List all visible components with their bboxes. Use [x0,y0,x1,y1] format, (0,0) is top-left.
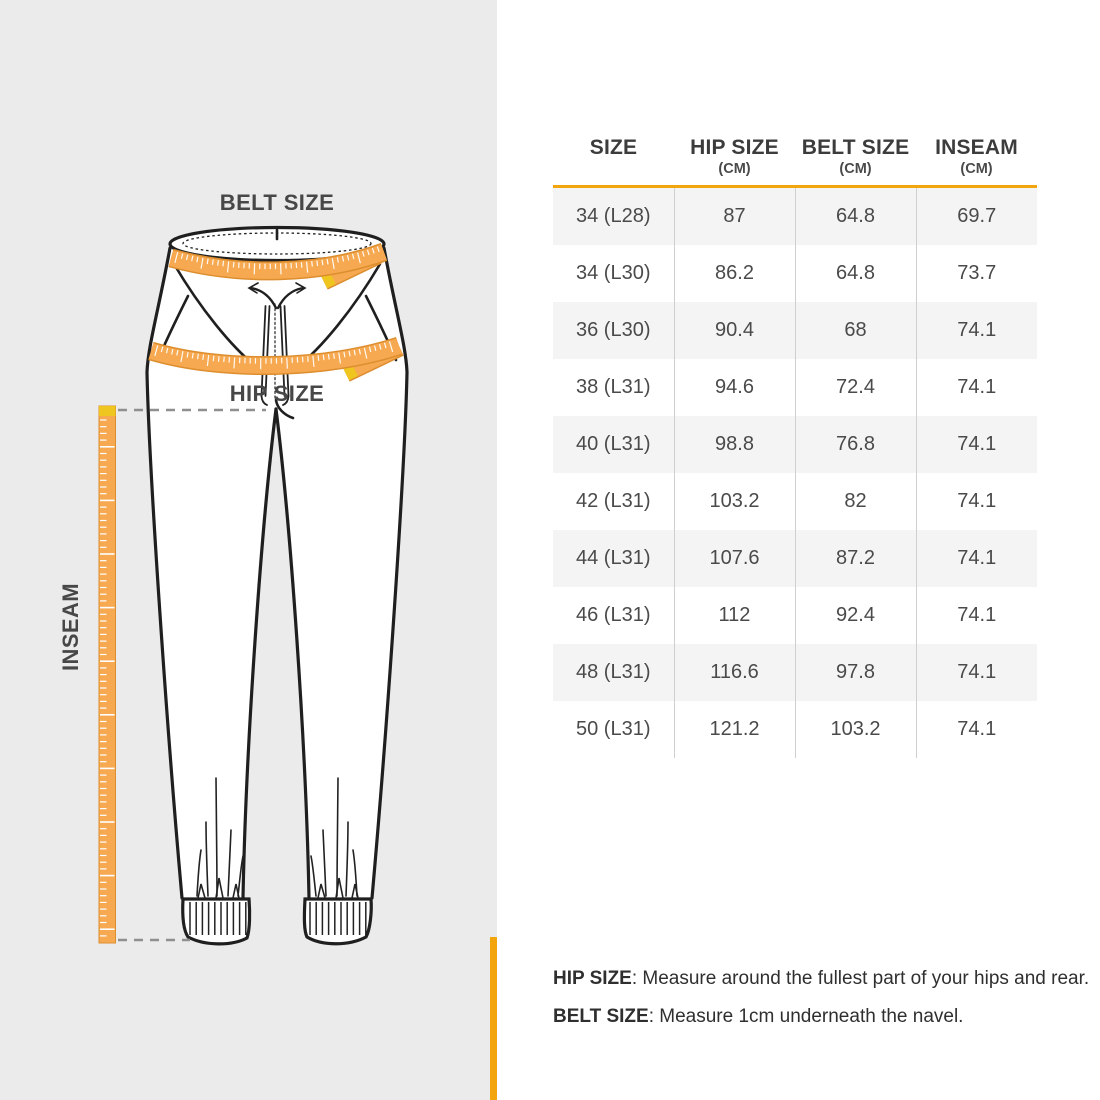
table-row [553,187,1037,246]
measurement-notes [553,966,1093,1042]
belt-size-note-label: BELT SIZE [553,1006,649,1027]
table-cell: 92.4 [795,587,916,644]
column-header-size [553,130,674,187]
hip-size-note-label: HIP SIZE [553,968,632,989]
table-cell: 50 (L31) [576,718,651,740]
table-cell: 90.4 [674,302,795,359]
table-cell: 74.1 [916,530,1037,587]
hip-size-note-text: : Measure around the fullest part of your hips and rear. [631,968,1090,989]
column-unit: (CM) [718,161,751,177]
table-cell: 69.7 [916,187,1037,246]
table-cell: 68 [795,302,916,359]
table-cell: 97.8 [795,644,916,701]
pants-illustration [0,0,497,1100]
table-cell: 103.2 [674,473,795,530]
table-cell: 74.1 [916,701,1037,758]
size-table [553,130,1037,758]
table-body [553,187,1037,759]
table-cell: 86.2 [674,245,795,302]
table-cell: 116.6 [674,644,795,701]
table-cell: 42 (L31) [576,490,651,512]
table-cell: 74.1 [916,416,1037,473]
table-cell: 76.8 [795,416,916,473]
table-cell: 64.8 [795,245,916,302]
table-cell: 46 (L31) [576,604,651,626]
measurement-diagram-panel [0,0,497,1100]
table-cell: 40 (L31) [576,433,651,455]
table-cell: 121.2 [674,701,795,758]
table-row [553,473,1037,530]
table-cell: 74.1 [916,644,1037,701]
table-cell: 103.2 [795,701,916,758]
table-cell: 74.1 [916,587,1037,644]
table-cell: 34 (L28) [576,205,651,227]
hip-size-note [553,966,1093,992]
table-cell: 74.1 [916,473,1037,530]
column-header-hip-size [674,130,795,187]
inseam-label: INSEAM [58,583,83,671]
accent-bar [490,937,497,1100]
column-label: INSEAM [935,136,1018,159]
table-row [553,359,1037,416]
column-label: SIZE [589,136,638,159]
table-cell: 74.1 [916,359,1037,416]
column-header-inseam [916,130,1037,187]
hip-size-label: HIP SIZE [229,381,325,406]
column-unit: (CM) [839,161,872,177]
column-unit: (CM) [960,161,993,177]
table-cell: 112 [674,587,795,644]
column-label: HIP SIZE [690,136,779,159]
table-cell: 36 (L30) [576,319,651,341]
table-cell: 38 (L31) [576,376,651,398]
table-row [553,587,1037,644]
table-cell: 98.8 [674,416,795,473]
table-cell: 64.8 [795,187,916,246]
table-header [553,130,1037,187]
belt-size-note-text: : Measure 1cm underneath the navel. [648,1006,964,1027]
belt-size-note [553,1004,1093,1030]
belt-size-label: BELT SIZE [219,190,335,215]
table-row [553,245,1037,302]
column-label: BELT SIZE [801,136,910,159]
table-cell: 34 (L30) [576,262,651,284]
table-row [553,530,1037,587]
table-cell: 48 (L31) [576,661,651,683]
table-cell: 73.7 [916,245,1037,302]
table-row [553,302,1037,359]
column-header-belt-size [795,130,916,187]
table-cell: 72.4 [795,359,916,416]
table-row [553,416,1037,473]
table-cell: 74.1 [916,302,1037,359]
table-cell: 87.2 [795,530,916,587]
table-cell: 107.6 [674,530,795,587]
table-cell: 87 [674,187,795,246]
table-cell: 44 (L31) [576,547,651,569]
table-cell: 82 [795,473,916,530]
table-row [553,644,1037,701]
table-header-row [553,130,1037,187]
table-row [553,701,1037,758]
table-cell: 94.6 [674,359,795,416]
